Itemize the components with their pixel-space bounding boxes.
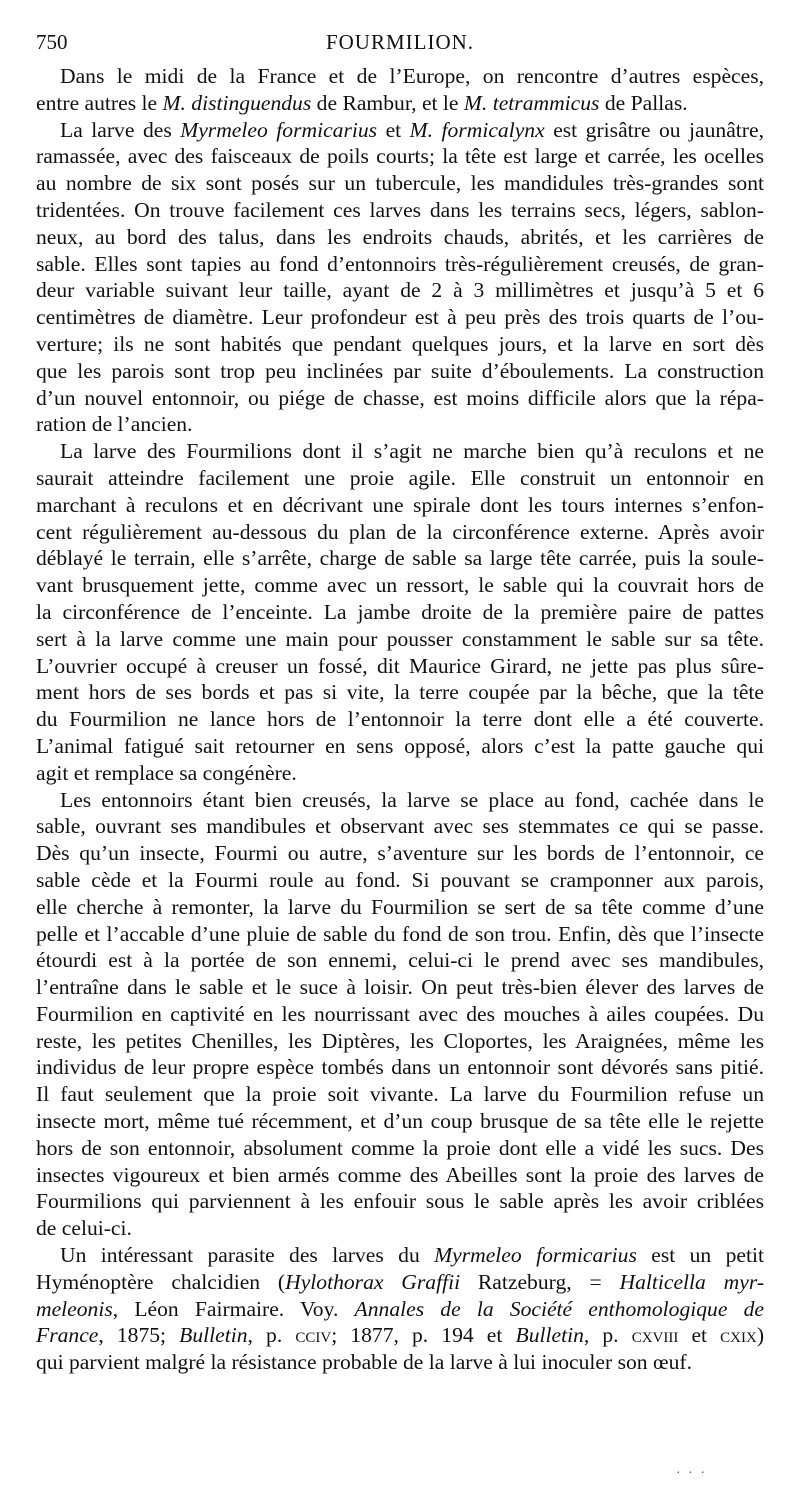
- paragraph: [36, 63, 764, 117]
- text-line: [36, 438, 764, 465]
- text-line: [36, 358, 764, 385]
- body-text: [36, 63, 764, 1376]
- text-line: [36, 1028, 764, 1055]
- text-run: hors de son entonnoir, absolument comme la proie dont elle a vidé les sucs. Des: [36, 1135, 764, 1160]
- paragraph: [36, 438, 764, 786]
- text-line: [36, 519, 764, 546]
- running-title: FOURMILION.: [325, 30, 475, 54]
- text-run: Ratzeburg, =: [460, 1269, 620, 1294]
- text-run: est un petit: [636, 1243, 764, 1268]
- italic-run: Bulletin: [515, 1323, 584, 1348]
- italic-run: Halticella myr-: [619, 1269, 765, 1294]
- text-run: d’un nouvel entonnoir, ou piége de chasse, est moins difficile alors que la répa-: [36, 385, 764, 410]
- text-run: L’ouvrier occupé à creuser un fossé, dit Maurice Girard, ne jette pas plus sûre-: [36, 653, 764, 678]
- text-run: verture; ils ne sont habités que pendant quelques jours, et la larve en sort dès: [36, 331, 764, 356]
- italic-run: Myrmeleo formicarius: [434, 1243, 637, 1268]
- text-run: déblayé le terrain, elle s’arrête, charge de sable sa large tête carrée, puis la soule-: [36, 546, 764, 571]
- text-line: [36, 653, 764, 680]
- text-line: [36, 1296, 764, 1323]
- text-run: reste, les petites Chenilles, les Diptères, les Cloportes, les Araignées, même les: [36, 1028, 764, 1053]
- text-line: [36, 385, 764, 412]
- text-line: [36, 1242, 764, 1269]
- text-run: Hyménoptère chalcidien (: [36, 1269, 286, 1294]
- text-line: [36, 1162, 764, 1189]
- text-line: [36, 921, 764, 948]
- text-run: ration de l’ancien.: [36, 412, 193, 437]
- text-run: , 1875;: [98, 1323, 180, 1348]
- text-run: la circonférence de l’enceinte. La jambe droite de la première paire de pattes: [36, 599, 764, 624]
- text-line: [36, 1135, 764, 1162]
- text-line: [36, 117, 764, 144]
- text-line: [36, 840, 764, 867]
- text-line: [36, 170, 764, 197]
- italic-run: Bulletin: [179, 1323, 248, 1348]
- text-line: [36, 304, 764, 331]
- text-line: [36, 1188, 764, 1215]
- text-run: , p.: [583, 1323, 632, 1348]
- italic-run: M. tetrammicus: [463, 90, 600, 115]
- italic-run: Myrmeleo formicarius: [180, 117, 378, 142]
- text-run: l’entraîne dans le sable et le suce à loisir. On peut très-bien élever des larves de: [36, 975, 764, 1000]
- text-run: L’animal fatigué sait retourner en sens opposé, alors c’est la patte gauche qui: [36, 733, 764, 758]
- text-line: [36, 572, 764, 599]
- text-line: [36, 813, 764, 840]
- text-line: [36, 1108, 764, 1135]
- text-run: , p.: [247, 1323, 296, 1348]
- text-run: Les entonnoirs étant bien creusés, la larve se place au fond, cachée dans le: [60, 787, 764, 812]
- text-run: de celui-ci.: [36, 1216, 132, 1241]
- italic-run: M. formicalynx: [409, 117, 545, 142]
- text-run: neux, au bord des talus, dans les endroits chauds, abrités, et les carrières de: [36, 224, 764, 249]
- text-line: [36, 1054, 764, 1081]
- text-run: deur variable suivant leur taille, ayant de 2 à 3 millimètres et jusqu’à 5 et 6: [36, 278, 764, 303]
- text-run: insecte mort, même tué récemment, et d’un coup brusque de sa tête elle le rejette: [36, 1109, 764, 1134]
- text-run: vant brusquement jette, comme avec un ressort, le sable qui la couvrait hors de: [36, 573, 764, 598]
- text-line: [36, 545, 764, 572]
- italic-run: meleonis: [36, 1296, 113, 1321]
- text-run: sable. Elles sont tapies au fond d’entonnoirs très-régulièrement creusés, de gran-: [36, 251, 764, 276]
- italic-run: France: [36, 1323, 99, 1348]
- text-run: entre autres le: [36, 90, 163, 115]
- text-run: ; 1877, p. 194 et: [331, 1323, 516, 1348]
- text-line: [36, 492, 764, 519]
- text-line: [36, 1215, 764, 1242]
- text-run: individus de leur propre espèce tombés dans un entonnoir sont dévorés sans pitié.: [36, 1055, 764, 1080]
- text-run: La larve des: [60, 117, 181, 142]
- text-run: qui parvient malgré la résistance probable de la larve à lui inoculer son œuf.: [36, 1350, 692, 1375]
- text-run: et: [678, 1323, 721, 1348]
- text-run: est grisâtre ou jaunâtre,: [544, 117, 764, 142]
- page-number: 750: [36, 30, 68, 54]
- text-run: sable cède et la Fourmi roule au fond. Si pouvant se cramponner aux parois,: [36, 867, 764, 892]
- paragraph: [36, 787, 764, 1243]
- smallcaps-run: cxviii: [631, 1323, 679, 1348]
- text-line: [36, 224, 764, 251]
- text-line: [36, 90, 764, 117]
- text-run: pelle et l’accable d’une pluie de sable du fond de son trou. Enfin, dès que l’insecte: [36, 921, 764, 946]
- text-line: [36, 787, 764, 814]
- text-run: saurait atteindre facilement une proie agile. Elle construit un entonnoir en: [36, 465, 764, 490]
- text-line: [36, 331, 764, 358]
- page-header: [36, 30, 764, 60]
- text-line: [36, 1349, 764, 1376]
- text-line: [36, 63, 764, 90]
- text-line: [36, 679, 764, 706]
- text-line: [36, 251, 764, 278]
- text-run: insectes vigoureux et bien armés comme des Abeilles sont la proie des larves de: [36, 1162, 764, 1187]
- text-run: du Fourmilion ne lance hors de l’entonnoir la terre dont elle a été couverte.: [36, 707, 764, 732]
- text-run: Un intéressant parasite des larves du: [60, 1243, 435, 1268]
- text-run: et: [377, 117, 410, 142]
- text-line: [36, 894, 764, 921]
- smallcaps-run: cciv: [295, 1323, 332, 1348]
- paragraph: [36, 117, 764, 439]
- text-line: [36, 277, 764, 304]
- text-run: , Léon Fairmaire. Voy.: [112, 1296, 355, 1321]
- text-line: [36, 626, 764, 653]
- text-run: de Rambur, et le: [311, 90, 464, 115]
- text-run: que les parois sont trop peu inclinées par suite d’éboulements. La construction: [36, 358, 764, 383]
- text-run: Fourmilion en captivité en les nourrissant avec des mouches à ailes coupées. Du: [36, 1001, 764, 1026]
- text-line: [36, 760, 764, 787]
- text-run: marchant à reculons et en décrivant une spirale dont les tours internes s’enfon-: [36, 492, 764, 517]
- text-run: tridentées. On trouve facilement ces larves dans les terrains secs, légers, sablon-: [36, 197, 764, 222]
- text-run: centimètres de diamètre. Leur profondeur est à peu près des trois quarts de l’ou-: [36, 305, 764, 330]
- italic-run: Annales de la Société enthomologique de: [354, 1296, 764, 1321]
- text-run: de Pallas.: [599, 90, 688, 115]
- text-line: [36, 1081, 764, 1108]
- text-run: Fourmilions qui parviennent à les enfouir sous le sable après les avoir criblées: [36, 1189, 764, 1214]
- italic-run: M. distinguendus: [162, 90, 312, 115]
- text-run: sable, ouvrant ses mandibules et observant avec ses stemmates ce qui se passe.: [36, 814, 764, 839]
- text-run: cent régulièrement au-dessous du plan de la circonférence externe. Après avoir: [36, 519, 764, 544]
- text-run: Dans le midi de la France et de l’Europe, on rencontre d’autres espèces,: [60, 64, 764, 88]
- text-run: Dès qu’un insecte, Fourmi ou autre, s’aventure sur les bords de l’entonnoir, ce: [36, 841, 764, 866]
- text-line: [36, 1322, 764, 1349]
- text-line: [36, 974, 764, 1001]
- text-run: ment hors de ses bords et pas si vite, la terre coupée par la bêche, que la tête: [36, 680, 764, 705]
- text-run: Il faut seulement que la proie soit vivante. La larve du Fourmilion refuse un: [36, 1082, 764, 1107]
- italic-run: Hylothorax Graffii: [285, 1269, 461, 1294]
- text-line: [36, 947, 764, 974]
- text-run: ): [756, 1323, 765, 1348]
- text-line: [36, 706, 764, 733]
- text-run: ramassée, avec des faisceaux de poils courts; la tête est large et carrée, les ocelles: [36, 144, 764, 169]
- text-run: La larve des Fourmilions dont il s’agit ne marche bien qu’à reculons et ne: [60, 439, 764, 464]
- text-line: [36, 1269, 764, 1296]
- text-line: [36, 465, 764, 492]
- text-run: au nombre de six sont posés sur un tubercule, les mandidules très-grandes sont: [36, 171, 764, 196]
- text-run: étourdi est à la portée de son ennemi, celui-ci le prend avec ses mandibules,: [36, 948, 764, 973]
- text-line: [36, 1001, 764, 1028]
- text-line: [36, 867, 764, 894]
- text-run: elle cherche à remonter, la larve du Fourmilion se sert de sa tête comme d’une: [36, 894, 764, 919]
- text-line: [36, 143, 764, 170]
- text-line: [36, 411, 764, 438]
- text-run: sert à la larve comme une main pour pousser constamment le sable sur sa tête.: [36, 626, 764, 651]
- text-line: [36, 197, 764, 224]
- text-line: [36, 733, 764, 760]
- text-line: [36, 599, 764, 626]
- footer-mark: · · ·: [676, 1466, 707, 1481]
- paragraph: [36, 1242, 764, 1376]
- smallcaps-run: cxix: [720, 1323, 757, 1348]
- text-run: agit et remplace sa congénère.: [36, 760, 297, 785]
